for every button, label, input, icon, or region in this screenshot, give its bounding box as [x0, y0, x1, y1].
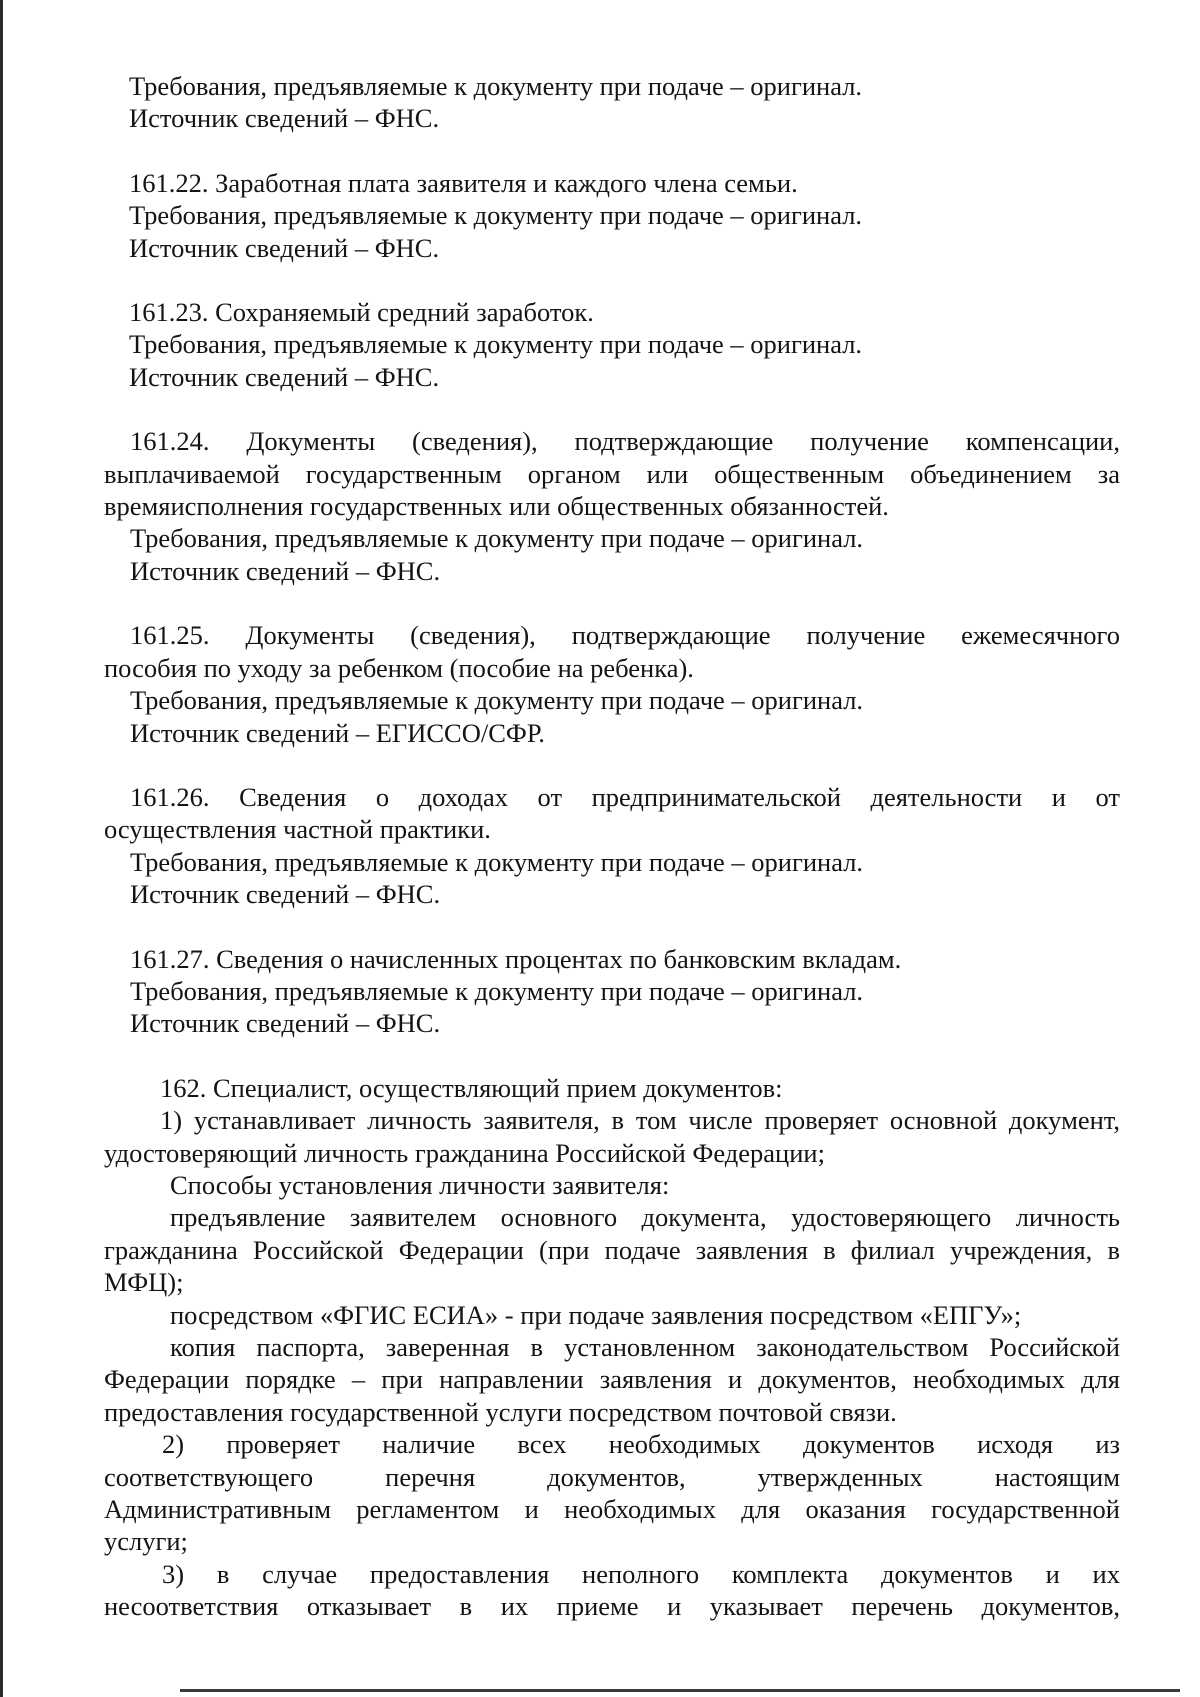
- scan-edge-left: [0, 0, 3, 1697]
- text-line: Источник сведений – ФНС.: [130, 879, 441, 910]
- paragraph-gap: [104, 1040, 1120, 1072]
- text-line: Административным регламентом и необходимых для оказания государственной: [104, 1494, 1120, 1525]
- document-page: [104, 70, 1120, 1623]
- paragraph-gap: [104, 749, 1120, 781]
- text-line: 2) проверяет наличие всех необходимых документов исходя из: [162, 1429, 1120, 1460]
- text-line: гражданина Российской Федерации (при подаче заявления в филиал учреждения, в: [104, 1234, 1120, 1265]
- text-line: 1) устанавливает личность заявителя, в том числе проверяет основной документ,: [160, 1105, 1120, 1136]
- scan-edge-bottom: [180, 1689, 1180, 1692]
- text-line: Источник сведений – ФНС.: [129, 361, 440, 392]
- text-line: времяисполнения государственных или общественных обязанностей.: [104, 491, 889, 522]
- paragraph: [104, 70, 1120, 135]
- paragraph-gap: [104, 587, 1120, 619]
- text-line: Источник сведений – ЕГИССО/СФР.: [130, 717, 545, 748]
- text-line: копия паспорта, заверенная в установленном законодательством Российской: [170, 1332, 1120, 1362]
- paragraph: [104, 619, 1120, 749]
- paragraph: [104, 1072, 1120, 1623]
- paragraph: [104, 167, 1120, 264]
- text-line: Требования, предъявляемые к документу при подаче – оригинал.: [130, 523, 864, 554]
- text-line: 161.26. Сведения о доходах от предпринимательской деятельности и от: [130, 781, 1120, 812]
- text-line: 162. Специалист, осуществляющий прием документов:: [160, 1072, 783, 1103]
- text-line: предъявление заявителем основного документа, удостоверяющего личность: [170, 1202, 1120, 1233]
- text-line: Федерации порядке – при направлении заявления и документов, необходимых для: [104, 1364, 1120, 1395]
- text-line: удостоверяющий личность гражданина Российской Федерации;: [104, 1137, 825, 1168]
- text-line: Требования, предъявляемые к документу при подаче – оригинал.: [129, 71, 863, 101]
- text-line: выплачиваемой государственным органом или общественным объединением за: [104, 458, 1120, 489]
- text-line: Источник сведений – ФНС.: [130, 555, 441, 586]
- text-line: 3) в случае предоставления неполного комплекта документов и их: [162, 1558, 1120, 1589]
- text-line: Требования, предъявляемые к документу при подаче – оригинал.: [130, 975, 864, 1006]
- text-line: Способы установления личности заявителя:: [170, 1169, 670, 1200]
- text-line: Требования, предъявляемые к документу при подаче – оригинал.: [129, 200, 863, 231]
- text-line: Источник сведений – ФНС.: [129, 232, 440, 263]
- text-line: соответствующего перечня документов, утвержденных настоящим: [104, 1461, 1120, 1492]
- paragraph-gap: [104, 135, 1120, 167]
- paragraph: [104, 943, 1120, 1040]
- text-line: Требования, предъявляемые к документу при подаче – оригинал.: [130, 846, 864, 877]
- paragraph-gap: [104, 264, 1120, 296]
- text-line: пособия по уходу за ребенком (пособие на ребенка).: [104, 652, 694, 683]
- text-line: Источник сведений – ФНС.: [130, 1008, 441, 1039]
- text-line: Требования, предъявляемые к документу при подаче – оригинал.: [130, 685, 864, 716]
- text-line: 161.27. Сведения о начисленных процентах по банковским вкладам.: [130, 943, 902, 974]
- paragraph: [104, 781, 1120, 911]
- text-line: 161.22. Заработная плата заявителя и каждого члена семьи.: [129, 167, 798, 198]
- text-line: Источник сведений – ФНС.: [129, 103, 440, 134]
- paragraph: [104, 425, 1120, 587]
- text-line: 161.24. Документы (сведения), подтверждающие получение компенсации,: [130, 426, 1120, 457]
- text-line: МФЦ);: [104, 1267, 184, 1298]
- paragraph-gap: [104, 911, 1120, 943]
- text-line: 161.25. Документы (сведения), подтверждающие получение ежемесячного: [130, 620, 1120, 651]
- text-line: 161.23. Сохраняемый средний заработок.: [129, 297, 594, 328]
- text-line: предоставления государственной услуги посредством почтовой связи.: [104, 1396, 897, 1427]
- paragraph: [104, 296, 1120, 393]
- text-line: посредством «ФГИС ЕСИА» - при подаче заявления посредством «ЕПГУ»;: [170, 1299, 1022, 1330]
- text-line: несоответствия отказывает в их приеме и указывает перечень документов,: [104, 1591, 1120, 1622]
- text-line: услуги;: [104, 1526, 188, 1557]
- text-line: осуществления частной практики.: [104, 814, 491, 845]
- paragraph-gap: [104, 393, 1120, 425]
- text-line: Требования, предъявляемые к документу при подаче – оригинал.: [129, 329, 863, 360]
